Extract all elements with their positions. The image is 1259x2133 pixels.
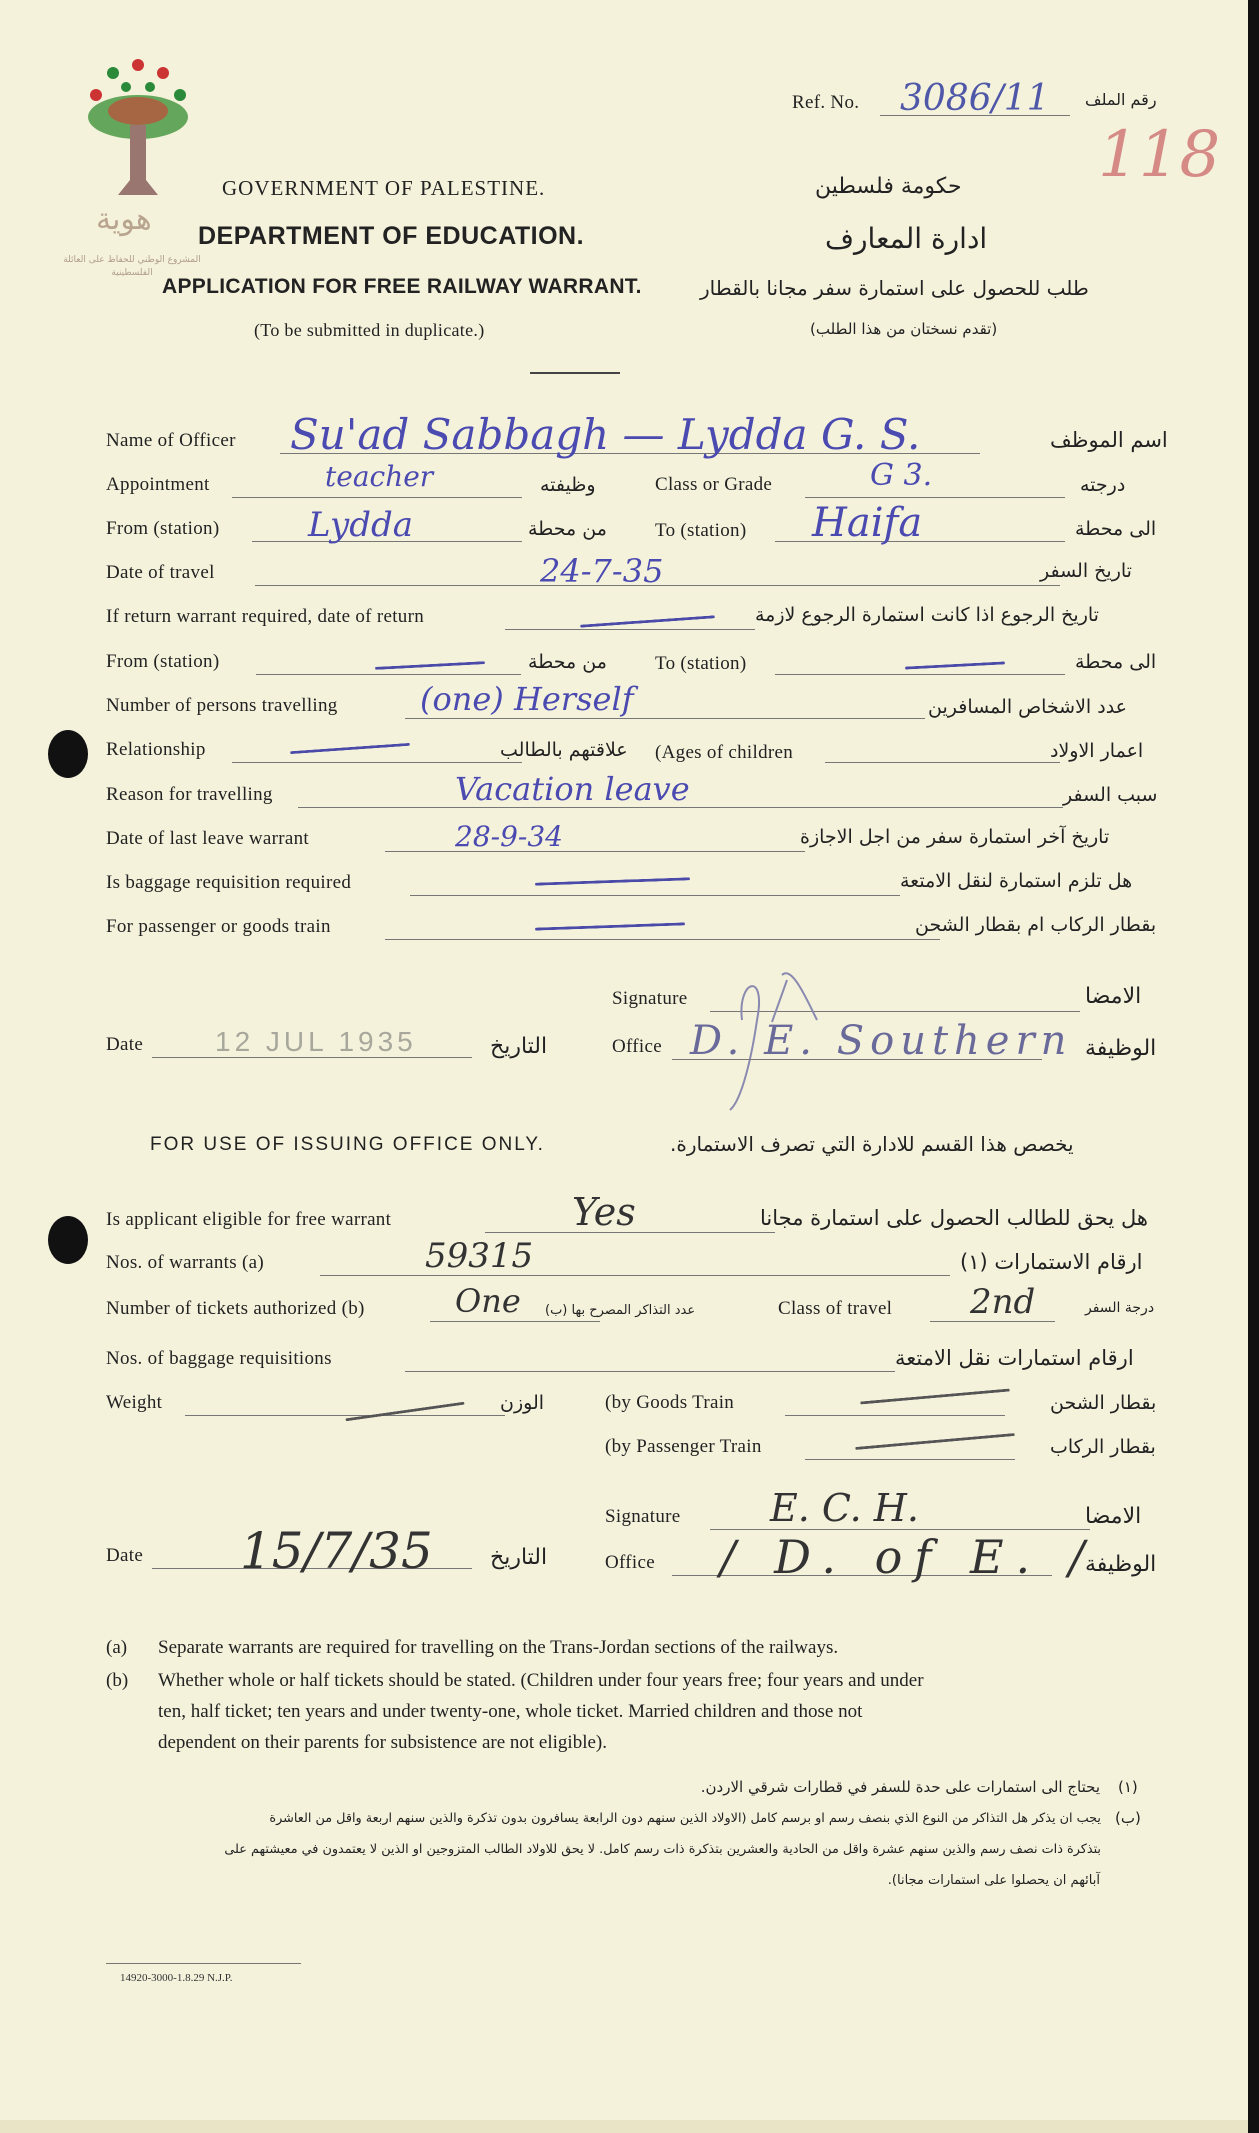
weight-label-ar: الوزن — [500, 1392, 545, 1414]
signature-label-ar: الامضا — [1085, 984, 1142, 1009]
relationship-label: Relationship — [106, 739, 206, 760]
warrants-value[interactable]: 59315 — [425, 1236, 534, 1276]
ref-value: 3086/11 — [900, 78, 1050, 119]
punch-hole-top — [48, 730, 88, 778]
dept-title-ar: ادارة المعارف — [825, 222, 988, 255]
train-label: For passenger or goods train — [106, 916, 331, 937]
note-b-text-1: Whether whole or half tickets should be stated. (Children under four years free; four years and under — [158, 1670, 924, 1691]
appointment-label: Appointment — [106, 474, 210, 495]
issuing-date-label: Date — [106, 1545, 144, 1566]
reason-label: Reason for travelling — [106, 784, 273, 805]
from2-label: From (station) — [106, 651, 220, 672]
from2-label-ar: من محطة — [528, 651, 607, 673]
to2-label: To (station) — [655, 653, 747, 674]
ar-note-a-mark: (١) — [1118, 1778, 1138, 1796]
baggage-req-label-ar: ارقام استمارات نقل الامتعة — [895, 1346, 1134, 1370]
eligible-value[interactable]: Yes — [572, 1190, 636, 1234]
class-label: Class or Grade — [655, 474, 773, 495]
office-label-ar: الوظيفة — [1085, 1036, 1157, 1061]
persons-label: Number of persons travelling — [106, 695, 338, 716]
ar-note-b-text-3: آبائهم ان يحصلوا على استمارات مجانا). — [887, 1873, 1100, 1888]
issuing-signature-label: Signature — [605, 1506, 681, 1527]
from-label: From (station) — [106, 518, 220, 539]
tickets-label-ar: عدد التذاكر المصرح بها (ب) — [545, 1303, 696, 1318]
dept-title: DEPARTMENT OF EDUCATION. — [198, 222, 585, 250]
name-label-ar: اسم الموظف — [1050, 428, 1168, 452]
classtravel-label: Class of travel — [778, 1298, 893, 1319]
ref-label-ar: رقم الملف — [1085, 90, 1157, 109]
from-label-ar: من محطة — [528, 518, 607, 540]
ar-note-b-text-2: بتذكرة ذات نصف رسم والذين سنهم عشرة واقل من الحادية والعشرين بتذكرة ذات رسم كامل. لا يحق للاولاد الطالب المتزوجين او الذين لا يعتمدون في معيشتهم على — [224, 1842, 1101, 1857]
return-label-ar: تاريخ الرجوع اذا كانت استمارة الرجوع لازمة — [755, 604, 1099, 626]
logo-text: هوية — [96, 202, 152, 237]
issuing-office-label: Office — [605, 1552, 655, 1573]
office-label: Office — [612, 1036, 662, 1057]
class-value[interactable]: G 3. — [870, 458, 933, 493]
relationship-label-ar: علاقتهم بالطالب — [500, 739, 628, 761]
reason-value[interactable]: Vacation leave — [455, 770, 690, 808]
form-title-ar: طلب للحصول على استمارة سفر مجانا بالقطار — [700, 276, 1089, 300]
baggage-req-label: Nos. of baggage requisitions — [106, 1348, 332, 1369]
classtravel-label-ar: درجة السفر — [1085, 1300, 1155, 1316]
appointment-value[interactable]: teacher — [325, 460, 434, 493]
corner-note: 118 — [1098, 118, 1221, 192]
note-a-text: Separate warrants are required for travelling on the Trans-Jordan sections of the railways. — [158, 1637, 839, 1658]
scan-edge — [1248, 0, 1259, 2133]
date-stamp: 12 JUL 1935 — [215, 1026, 417, 1057]
note-b-mark: (b) — [106, 1670, 129, 1691]
issuing-heading-ar: يخصص هذا القسم للادارة التي تصرف الاستمارة. — [670, 1132, 1074, 1156]
travel-date-label: Date of travel — [106, 562, 215, 583]
ages-label: (Ages of children — [655, 742, 794, 763]
eligible-label-ar: هل يحق للطالب الحصول على استمارة مجانا — [760, 1206, 1148, 1230]
travel-date-label-ar: تاريخ السفر — [1040, 560, 1132, 582]
gov-title-ar: حكومة فلسطين — [815, 174, 962, 199]
goods-label-ar: بقطار الشحن — [1050, 1392, 1157, 1414]
ref-label: Ref. No. — [792, 92, 860, 113]
eligible-label: Is applicant eligible for free warrant — [106, 1209, 392, 1230]
issuing-signature-label-ar: الامضا — [1085, 1504, 1142, 1529]
warrants-label: Nos. of warrants (a) — [106, 1252, 264, 1273]
gov-title: GOVERNMENT OF PALESTINE. — [222, 176, 546, 200]
to-label-ar: الى محطة — [1075, 518, 1157, 540]
issuing-date-label-ar: التاريخ — [490, 1545, 548, 1570]
persons-value[interactable]: (one) Herself — [420, 680, 634, 718]
name-value[interactable]: Su'ad Sabbagh — Lydda G. S. — [290, 410, 921, 459]
ages-label-ar: اعمار الاولاد — [1050, 740, 1144, 762]
goods-label: (by Goods Train — [605, 1392, 735, 1413]
tickets-value[interactable]: One — [455, 1282, 521, 1320]
baggage-label: Is baggage requisition required — [106, 872, 352, 893]
logo-caption: المشروع الوطني للحفاظ على العائلة الفلسطينية — [63, 255, 201, 278]
passenger-label: (by Passenger Train — [605, 1436, 762, 1457]
issuing-date-value[interactable]: 15/7/35 — [240, 1522, 433, 1580]
office-value[interactable]: D. E. Southern — [690, 1018, 1073, 1064]
form-subtitle: (To be submitted in duplicate.) — [254, 320, 485, 340]
ar-note-a-text: يحتاج الى استمارات على حدة للسفر في قطارات شرقي الاردن. — [700, 1778, 1100, 1796]
issuing-office-label-ar: الوظيفة — [1085, 1552, 1157, 1577]
class-label-ar: درجته — [1080, 474, 1126, 496]
date2-label-ar: التاريخ — [490, 1034, 548, 1059]
tickets-label: Number of tickets authorized (b) — [106, 1298, 365, 1319]
classtravel-value[interactable]: 2nd — [970, 1282, 1036, 1322]
appointment-label-ar: وظيفته — [540, 474, 596, 496]
torn-edge — [0, 2120, 1248, 2133]
from-value[interactable]: Lydda — [308, 505, 413, 545]
to-value[interactable]: Haifa — [812, 500, 923, 546]
issuing-signature-value[interactable]: E. C. H. — [770, 1486, 919, 1530]
issuing-heading: FOR USE OF ISSUING OFFICE ONLY. — [150, 1134, 545, 1155]
lastleave-label: Date of last leave warrant — [106, 828, 309, 849]
ar-note-b-mark: (ب) — [1115, 1809, 1141, 1827]
tree-logo-icon — [78, 55, 198, 205]
ar-note-b-text-1: يجب ان يذكر هل التذاكر من النوع الذي بنصف رسم او برسم كامل (الاولاد الذين سنهم دون الرابعة يسافرون بدون تذكرة والذين سنهم اربعة واقل من العاشرة — [269, 1811, 1101, 1826]
lastleave-label-ar: تاريخ آخر استمارة سفر من اجل الاجازة — [800, 826, 1110, 848]
note-b-text-3: dependent on their parents for subsistence are not eligible). — [158, 1732, 607, 1753]
issuing-office-value[interactable]: / D. of E. / — [720, 1530, 1097, 1584]
form-title: APPLICATION FOR FREE RAILWAY WARRANT. — [162, 275, 642, 298]
date2-label: Date — [106, 1034, 144, 1055]
to2-label-ar: الى محطة — [1075, 651, 1157, 673]
signature-label: Signature — [612, 988, 688, 1009]
note-a-mark: (a) — [106, 1637, 128, 1658]
lastleave-value[interactable]: 28-9-34 — [455, 820, 563, 853]
note-b-text-2: ten, half ticket; ten years and under twenty-one, whole ticket. Married children and those not — [158, 1701, 863, 1722]
reason-label-ar: سبب السفر — [1063, 784, 1158, 806]
travel-date-value[interactable]: 24-7-35 — [540, 552, 664, 590]
return-label: If return warrant required, date of return — [106, 606, 425, 627]
form-subtitle-ar: (تقدم نسختان من هذا الطلب) — [810, 320, 998, 338]
weight-label: Weight — [106, 1392, 163, 1413]
warrants-label-ar: ارقام الاستمارات (١) — [960, 1250, 1143, 1274]
persons-label-ar: عدد الاشخاص المسافرين — [928, 696, 1128, 718]
name-label: Name of Officer — [106, 430, 236, 451]
passenger-label-ar: بقطار الركاب — [1050, 1436, 1156, 1458]
train-label-ar: بقطار الركاب ام بقطار الشحن — [915, 914, 1157, 936]
print-code: 14920-3000-1.8.29 N.J.P. — [120, 1972, 233, 1984]
punch-hole-bottom — [48, 1216, 88, 1264]
to-label: To (station) — [655, 520, 747, 541]
baggage-label-ar: هل تلزم استمارة لنقل الامتعة — [900, 870, 1133, 892]
